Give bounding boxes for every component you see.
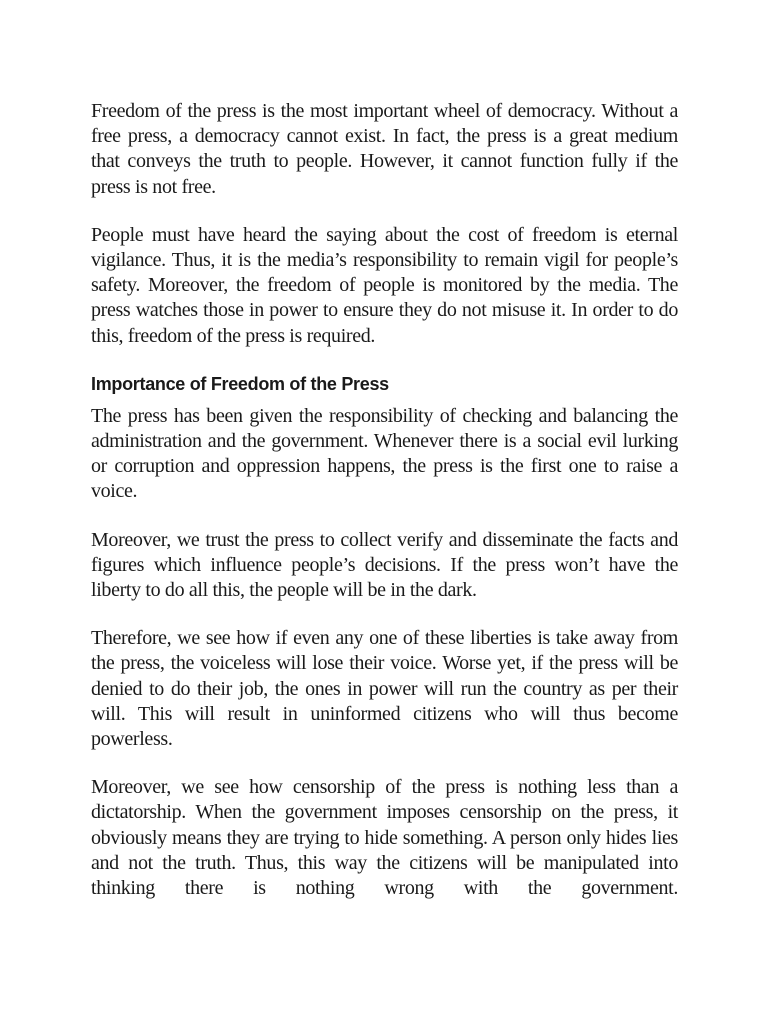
- paragraph-body-3: Therefore, we see how if even any one of these liberties is take away from the press, the voiceless will lose their voice. Worse yet, if the press will be denied to do their job, the ones in power will run the country as per their will. This will result in uninformed citizens who will thus become powerless.: [91, 627, 678, 751]
- section-heading: Importance of Freedom of the Press: [91, 373, 389, 394]
- paragraph-body-2: Moreover, we trust the press to collect verify and disseminate the facts and figures which influence people’s decisions. If the press won’t have the liberty to do all this, the people will be in the dark.: [91, 528, 678, 602]
- paragraph-intro-2: People must have heard the saying about the cost of freedom is eternal vigilance. Thus, it is the media’s responsibility to remain vigil for people’s safety. Moreover, the freedom of people is monitored by the media. The press watches those in power to ensure they do not misuse it. In order to do this, freedom of the press is required.: [91, 223, 678, 347]
- paragraph-body-1: The press has been given the responsibility of checking and balancing the administration and the government. Whenever there is a social evil lurking or corruption and oppression happens, the press is the first one to raise a voice.: [91, 404, 678, 503]
- paragraph-intro-1: Freedom of the press is the most important wheel of democracy. Without a free press, a democracy cannot exist. In fact, the press is a great medium that conveys the truth to people. However, it cannot function fully if the press is not free.: [91, 100, 678, 198]
- document-content: [91, 99, 678, 924]
- paragraph-body-4: Moreover, we see how censorship of the press is nothing less than a dictatorship. When the government imposes censorship on the press, it obviously means they are trying to hide something. A person only hides lies and not the truth. Thus, this way the citizens will be manipulated into thinking there is nothing wrong with the government.: [91, 776, 678, 900]
